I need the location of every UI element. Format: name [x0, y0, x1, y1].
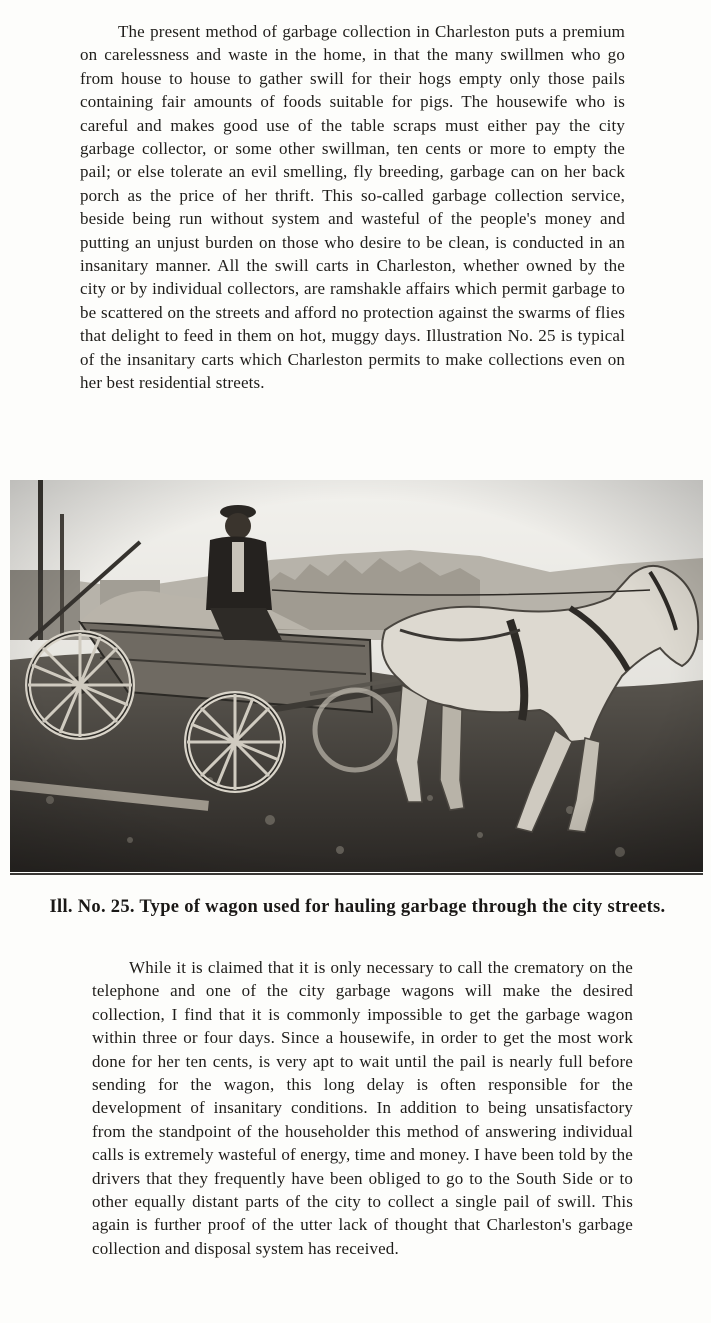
paragraph-crematory-collection: While it is claimed that it is only necessary to call the crematory on the telephone and one of the city garbage wagons will make the desired collection, I find that it is commonly impossible to get the garbage wagon within three or four days. Since a housewife, in order to get the most work done for her ten cents, is very apt to wait until the pail is nearly full before sending for the wagon, this long delay is often responsible for the development of insanitary conditions. In addition to being unsatisfactory from the standpoint of the householder this method of answering individual calls is extremely wasteful of energy, time and money. I have been told by the drivers that they frequently have been obliged to go to the South Side or to other equally distant parts of the city to collect a single pail of swill. This again is further proof of the utter lack of thought that Charleston's garbage collection and disposal system has received. [92, 958, 633, 1258]
caption-divider [10, 873, 703, 875]
illustration-garbage-wagon-photo [10, 480, 703, 872]
illustration-caption: Ill. No. 25. Type of wagon used for hauling garbage through the city streets. [49, 897, 666, 917]
paragraph-garbage-collection-method: The present method of garbage collection in Charleston puts a premium on carelessness and waste in the home, in that the many swillmen who go from house to house to gather swill for their hogs empty only those pails containing fair amounts of foods suitable for pigs. The housewife who is careful and makes good use of the table scraps must either pay the city garbage collector, or some other swillman, ten cents or more to empty the pail; or else tolerate an evil smelling, fly breeding, garbage can on her back porch as the price of her thrift. This so-called garbage collection service, beside being run without system and wasteful of the people's money and putting an unjust burden on those who desire to be clean, is conducted in an insanitary manner. All the swill carts in Charleston, whether owned by the city or by individual collectors, are ramshakle affairs which permit garbage to be scattered on the streets and afford no protection against the swarms of flies that delight to feed in them on hot, muggy days. Illustration No. 25 is typical of the insanitary carts which Charleston permits to make collections even on her best residential streets. [80, 22, 625, 393]
